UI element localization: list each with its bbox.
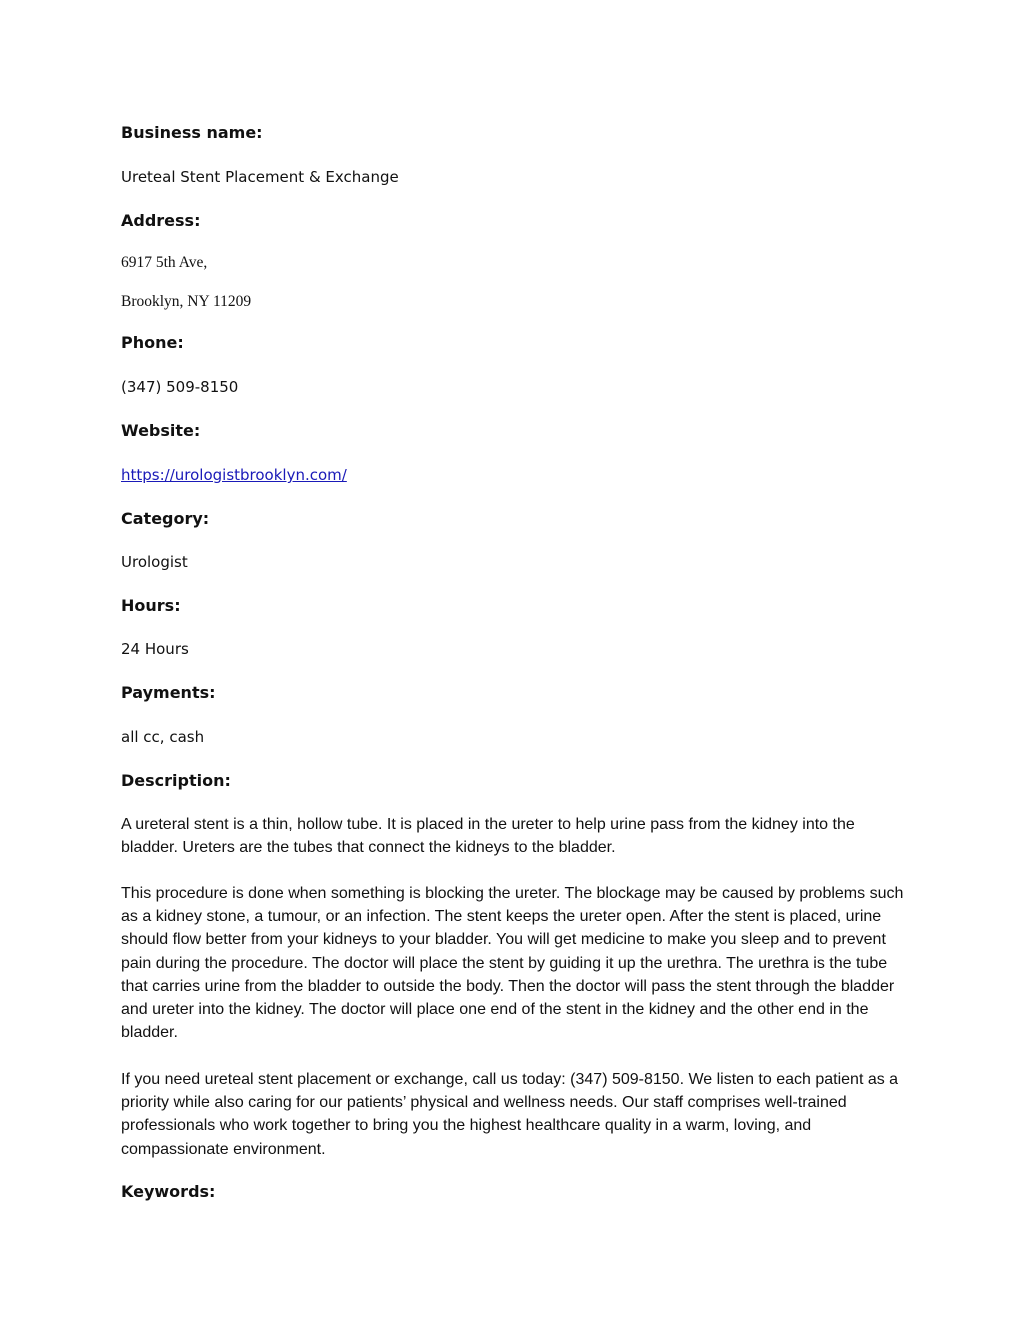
website-label: Website: xyxy=(121,421,201,440)
description-paragraph-1: A ureteral stent is a thin, hollow tube. It is placed in the ureter to help urine pass from the kidney into the bladder. Ureters are the tubes that connect the kidneys to the bladder. xyxy=(121,816,855,857)
address-line-2: Brooklyn, NY 11209 xyxy=(121,293,252,310)
phone-label: Phone: xyxy=(121,333,184,352)
category-value: Urologist xyxy=(121,553,188,571)
address-label: Address: xyxy=(121,211,201,230)
description-label: Description: xyxy=(121,771,231,790)
description-paragraph-2: This procedure is done when something is blocking the ureter. The blockage may be caused by problems such as a kidney stone, a tumour, or an infection. The stent keeps the ureter open. After the stent is placed, urine should flow better from your kidneys to your bladder. You will get medicine to make you sleep and to prevent pain during the procedure. The doctor will place the stent by guiding it up the urethra. The urethra is the tube that carries urine from the bladder to outside the body. Then the doctor will pass the stent through the bladder and ureter into the kidney. The doctor will place one end of the stent in the kidney and the other end in the bladder. xyxy=(121,885,904,1042)
category-label: Category: xyxy=(121,509,210,528)
description-paragraph-3: If you need ureteal stent placement or exchange, call us today: (347) 509-8150. We listen to each patient as a priority while also caring for our patients’ physical and wellness needs. Our staff comprises well-trained professionals who work together to bring you the highest healthcare quality in a warm, loving, and compassionate environment. xyxy=(121,1071,899,1158)
website-link-wrapper xyxy=(121,465,347,485)
hours-value: 24 Hours xyxy=(121,640,189,658)
keywords-label: Keywords: xyxy=(121,1182,216,1201)
business-name-value: Ureteal Stent Placement & Exchange xyxy=(121,168,399,186)
payments-label: Payments: xyxy=(121,683,216,702)
website-link[interactable]: https://urologistbrooklyn.com/ xyxy=(121,466,347,484)
phone-value: (347) 509-8150 xyxy=(121,378,239,396)
business-name-label: Business name: xyxy=(121,123,263,142)
address-line-1: 6917 5th Ave, xyxy=(121,254,208,271)
hours-label: Hours: xyxy=(121,596,181,615)
payments-value: all cc, cash xyxy=(121,728,205,746)
